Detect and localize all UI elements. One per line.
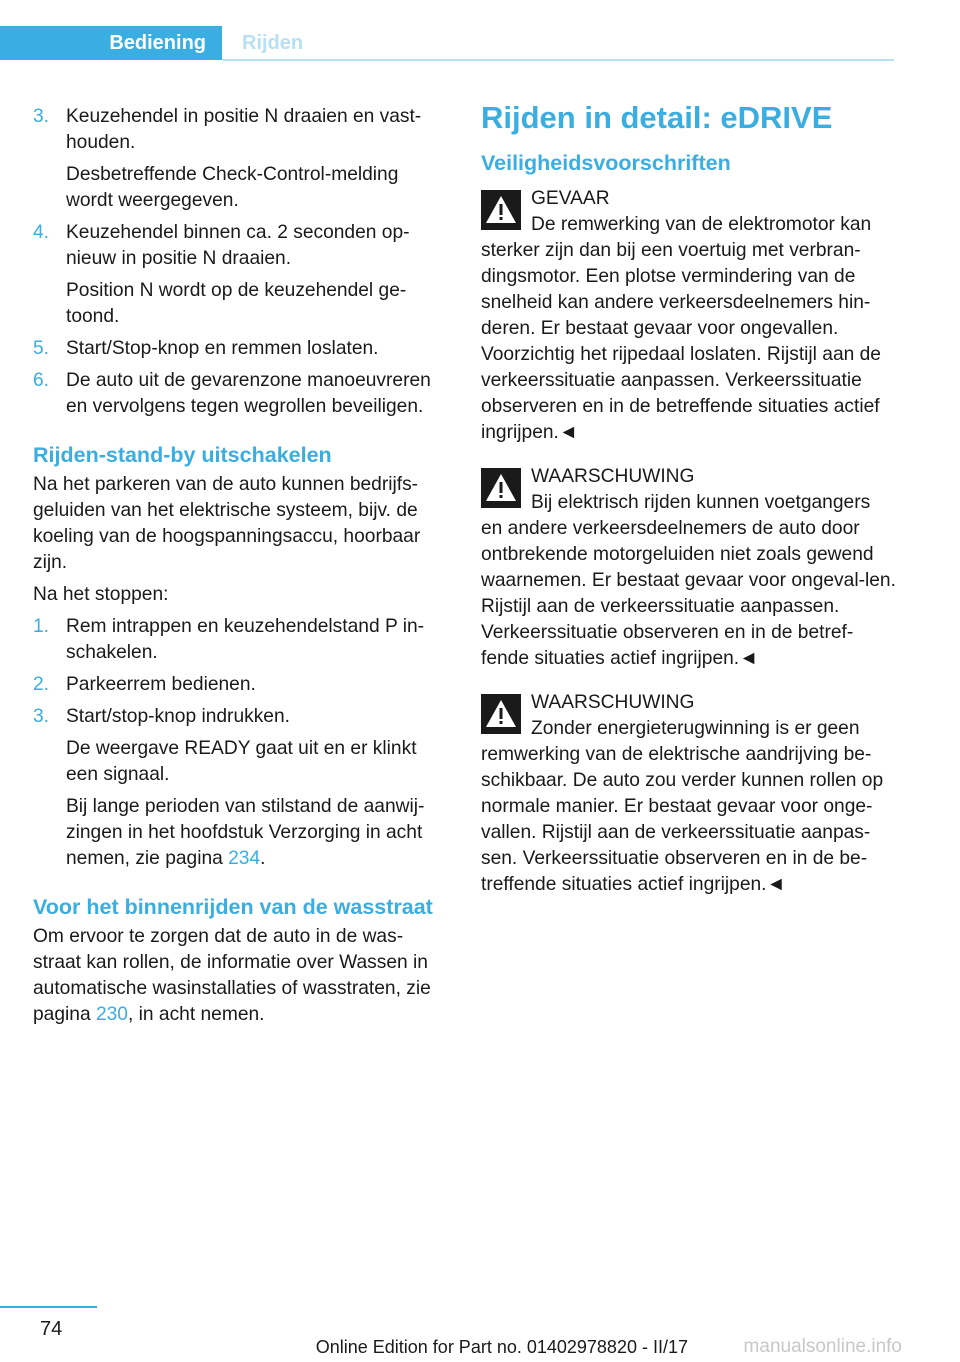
section-heading-standby: Rijden-stand-by uitschakelen — [33, 443, 332, 467]
warning-block — [481, 186, 896, 446]
step-number: 4. — [33, 222, 50, 243]
step-text: Keuzehendel in positie N draaien en vast-houden. — [66, 106, 422, 153]
list-item — [33, 104, 445, 214]
warning-block — [481, 690, 896, 898]
step-text: Keuzehendel binnen ca. 2 seconden op-nieuw in positie N draaien. — [66, 222, 410, 269]
warning-triangle-icon — [481, 468, 521, 508]
list-item — [33, 336, 445, 362]
section-heading-safety: Veiligheidsvoorschriften — [481, 151, 731, 175]
list-item — [33, 704, 445, 872]
paragraph — [33, 924, 445, 1028]
watermark: manualsonline.info — [743, 1336, 902, 1357]
right-column — [481, 100, 896, 916]
step-number: 3. — [33, 706, 50, 727]
paragraph-text: Om ervoor te zorgen dat de auto in de was-straat kan rollen, de informatie over Wassen in automatische wasinstallaties of wasstraten, zie pagina — [33, 926, 431, 1025]
step-note: De weergave READY gaat uit en er klinkt een signaal. — [66, 738, 417, 785]
warning-triangle-icon — [481, 694, 521, 734]
step-number: 5. — [33, 338, 50, 359]
page-link-230[interactable]: 230 — [95, 1004, 128, 1025]
step-text: Parkeerrem bedienen. — [66, 674, 256, 695]
footer-divider — [0, 1306, 97, 1308]
note-text: Bij lange perioden van stilstand de aanwij-zingen in het hoofdstuk Verzorging in acht nemen, zie pagina — [66, 796, 425, 869]
page-number: 74 — [40, 1318, 63, 1340]
warning-block — [481, 464, 896, 672]
step-text: Start/Stop-knop en remmen loslaten. — [66, 338, 379, 359]
step-text: De auto uit de gevarenzone manoeuvreren en vervolgens tegen wegrollen beveiligen. — [66, 370, 431, 417]
warning-label: WAARSCHUWING — [531, 692, 695, 713]
list-item — [33, 672, 445, 698]
section-heading-carwash: Voor het binnenrijden van de wasstraat — [33, 895, 433, 919]
step-number: 2. — [33, 674, 50, 695]
paragraph: Na het stoppen: — [33, 584, 169, 605]
page-title: Rijden in detail: eDRIVE — [481, 100, 833, 135]
step-number: 1. — [33, 616, 50, 637]
step-note: Desbetreffende Check-Control-melding wordt weergegeven. — [66, 164, 399, 211]
step-text: Rem intrappen en keuzehendelstand P in-schakelen. — [66, 616, 425, 663]
step-note — [66, 794, 445, 872]
list-item — [33, 220, 445, 330]
paragraph-text-end: , in acht nemen. — [127, 1004, 265, 1025]
section-tab-bediening[interactable]: Bediening — [0, 26, 222, 60]
warning-text: Bij elektrisch rijden kunnen voetgangers en andere verkeersdeelnemers de auto door ontbrekende motorgeluiden niet zoals gewend waarnemen. Er bestaat gevaar voor ongeval-len. Rijstijl aan de verkeerssituatie aanpassen. Verkeerssituatie observeren en in de betref-fende situaties actief ingrijpen.◄ — [481, 492, 896, 669]
step-text: Start/stop-knop indrukken. — [66, 706, 290, 727]
warning-label: WAARSCHUWING — [531, 466, 695, 487]
list-item — [33, 368, 445, 420]
step-note: Position N wordt op de keuzehendel ge-toond. — [66, 280, 407, 327]
warning-text: De remwerking van de elektromotor kan sterker zijn dan bij een voertuig met verbran-dingsmotor. Een plotse vermindering van de snelheid kan andere verkeersdeelnemers hin-deren. Er bestaat gevaar voor ongevallen. Voorzichtig het rijpedaal loslaten. Rijstijl aan de verkeerssituatie aanpassen. Verkeerssituatie observeren en in de betreffende situaties actief ingrijpen.◄ — [481, 214, 881, 443]
header-divider — [222, 59, 894, 61]
warning-triangle-icon — [481, 190, 521, 230]
warning-text: Zonder energieterugwinning is er geen remwerking van de elektrische aandrijving be-schikbaar. De auto zou verder kunnen rollen op normale manier. Er bestaat gevaar voor onge-vallen. Rijstijl aan de verkeerssituatie aanpas-sen. Verkeerssituatie observeren en in de be-treffende situaties actief ingrijpen.◄ — [481, 718, 884, 895]
step-number: 6. — [33, 370, 50, 391]
section-tab-rijden[interactable]: Rijden — [242, 31, 304, 54]
list-item — [33, 614, 445, 666]
left-column — [33, 104, 445, 1034]
step-number: 3. — [33, 106, 50, 127]
paragraph: Na het parkeren van de auto kunnen bedrijfs-geluiden van het elektrische systeem, bijv. de koeling van de hoogspanningsaccu, hoorbaar zijn. — [33, 474, 421, 573]
warning-label: GEVAAR — [531, 188, 610, 209]
page-link-234[interactable]: 234 — [228, 848, 261, 869]
note-text-end: . — [260, 848, 266, 869]
edition-label: Online Edition for Part no. 01402978820 - II/17 — [315, 1337, 688, 1357]
page-header — [0, 26, 894, 62]
